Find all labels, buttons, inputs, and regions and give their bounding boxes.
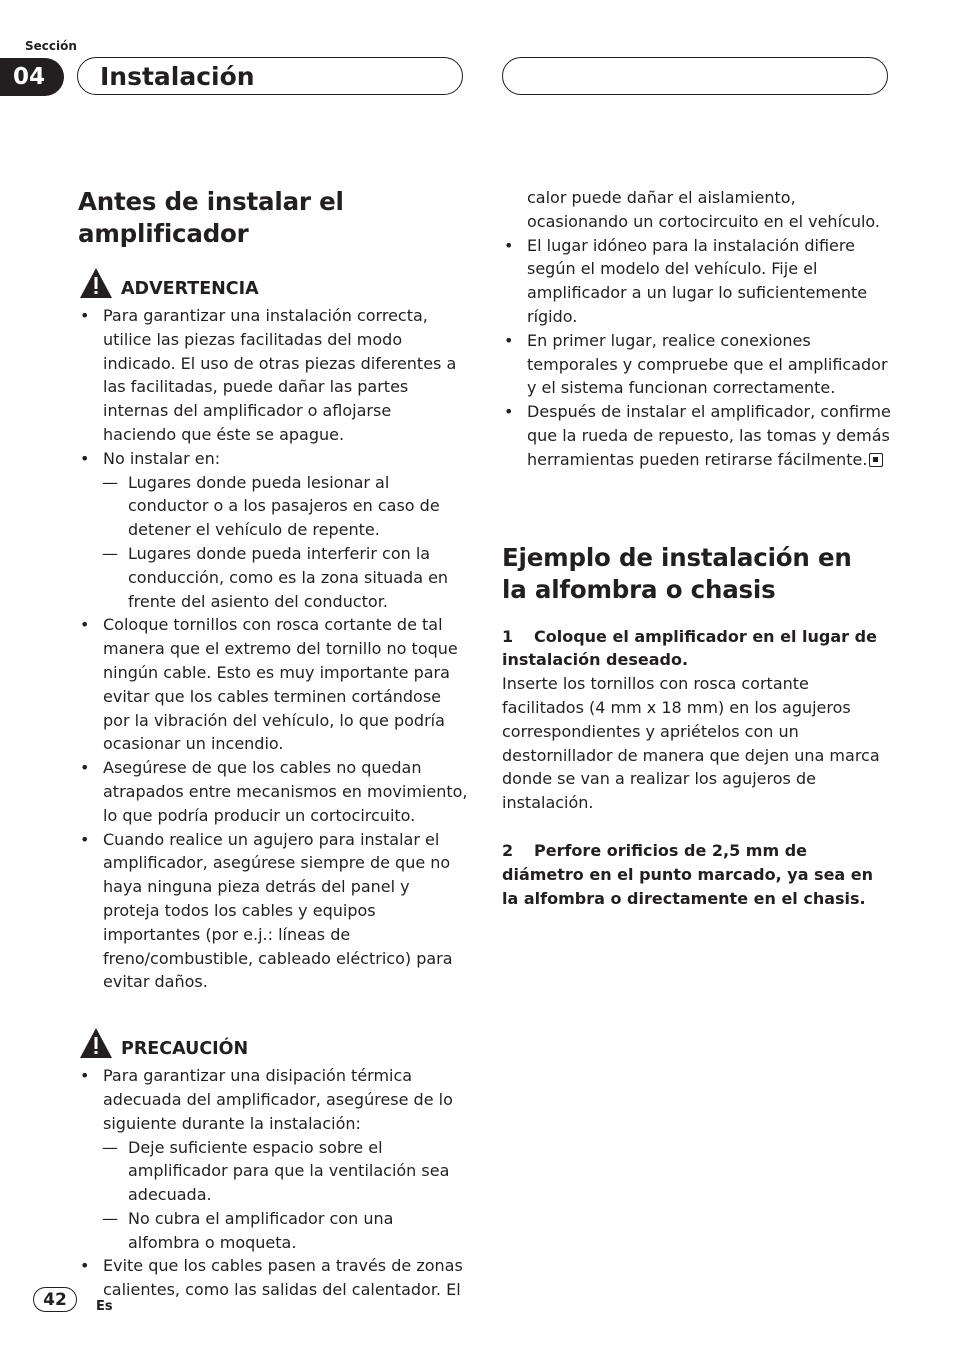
chapter-title (77, 57, 463, 95)
sub-list-item: — Deje suficiente espacio sobre el amplificador para que la ventilación sea adecuada. (103, 1136, 468, 1207)
list-item: • El lugar idóneo para la instalación difiere según el modelo del vehículo. Fije el amplificador a un lugar lo suficientemente rígido. (502, 234, 894, 329)
right-column (502, 186, 894, 910)
step-2-title: 2 Perfore orificios de 2,5 mm de diámetro en el punto marcado, ya sea en la alfombra o directamente en el chasis. (502, 840, 874, 908)
chapter-title-text: Instalación (100, 61, 255, 91)
warning-triangle-icon (78, 266, 114, 300)
list-item: • Para garantizar una instalación correcta, utilice las piezas facilitadas del modo indicado. El uso de otras piezas diferentes a las facilitadas, puede dañar las partes internas del amplificador o aflojarse haciendo que éste se apague. (78, 304, 468, 447)
left-column (78, 186, 468, 1302)
list-item: • Evite que los cables pasen a través de zonas calientes, como las salidas del calentador. El (78, 1254, 468, 1302)
caution-list-continued (502, 234, 894, 472)
section-heading-install-example: Ejemplo de instalación en la alfombra o chasis (502, 542, 852, 604)
warning-triangle-icon (78, 1026, 114, 1060)
sub-list-item: — Lugares donde pueda interferir con la conducción, como es la zona situada en frente del asiento del conductor. (103, 542, 468, 613)
caution-header (78, 1024, 468, 1060)
list-item: • Para garantizar una disipación térmica adecuada del amplificador, asegúrese de lo siguiente durante la instalación: — Deje suficiente espacio sobre el amplificador para que la ventilación sea adecuada. — No cubra el amplificador con una alfombra o moqueta. (78, 1064, 468, 1254)
caution-list (78, 1064, 468, 1302)
sub-list (103, 1136, 468, 1255)
continued-text: calor puede dañar el aislamiento, ocasionando un cortocircuito en el vehículo. (527, 188, 880, 231)
warning-label: ADVERTENCIA (121, 279, 259, 299)
section-number-badge: 04 (0, 58, 64, 96)
list-item: • Después de instalar el amplificador, confirme que la rueda de repuesto, las tomas y demás herramientas pueden retirarse fácilmente. (502, 400, 894, 471)
list-item: • Asegúrese de que los cables no quedan atrapados entre mecanismos en movimiento, lo que podría producir un cortocircuito. (78, 756, 468, 827)
list-item: • En primer lugar, realice conexiones temporales y compruebe que el amplificador y el sistema funcionan correctamente. (502, 329, 894, 400)
list-item: • No instalar en: — Lugares donde pueda lesionar al conductor o a los pasajeros en caso de detener el vehículo de repente. — Lugares donde pueda interferir con la conducción, como es la zona situada en frente del asiento del conductor. (78, 447, 468, 614)
warning-list (78, 304, 468, 994)
header-right-pill (502, 57, 888, 95)
end-of-section-icon (869, 453, 883, 467)
step-1-body: Inserte los tornillos con rosca cortante facilitados (4 mm x 18 mm) en los agujeros correspondientes y apriételos con un destornillador de manera que dejen una marca donde se van a realizar los agujeros de instalación. (502, 674, 880, 813)
sub-list (103, 471, 468, 614)
list-item: • Coloque tornillos con rosca cortante de tal manera que el extremo del tornillo no toque ningún cable. Esto es muy importante para evitar que los cables terminen cortándose por la vibración del vehículo, lo que podría ocasionar un incendio. (78, 613, 468, 756)
language-code: Es (96, 1299, 113, 1314)
page-number: 42 (33, 1287, 77, 1312)
sub-list-item: — No cubra el amplificador con una alfombra o moqueta. (103, 1207, 468, 1255)
list-item: • Cuando realice un agujero para instalar el amplificador, asegúrese siempre de que no haya ninguna pieza detrás del panel y proteja todos los cables y equipos importantes (por e.j.: líneas de freno/combustible, cableado eléctrico) para evitar daños. (78, 828, 468, 995)
sub-list-item: — Lugares donde pueda lesionar al conductor o a los pasajeros en caso de detener el vehículo de repente. (103, 471, 468, 542)
step-1-title: 1 Coloque el amplificador en el lugar de instalación deseado. (502, 626, 877, 670)
warning-header (78, 264, 468, 300)
caution-label: PRECAUCIÓN (121, 1039, 249, 1060)
section-label: Sección (25, 39, 77, 53)
section-heading-before-install: Antes de instalar el amplificador (78, 187, 344, 248)
